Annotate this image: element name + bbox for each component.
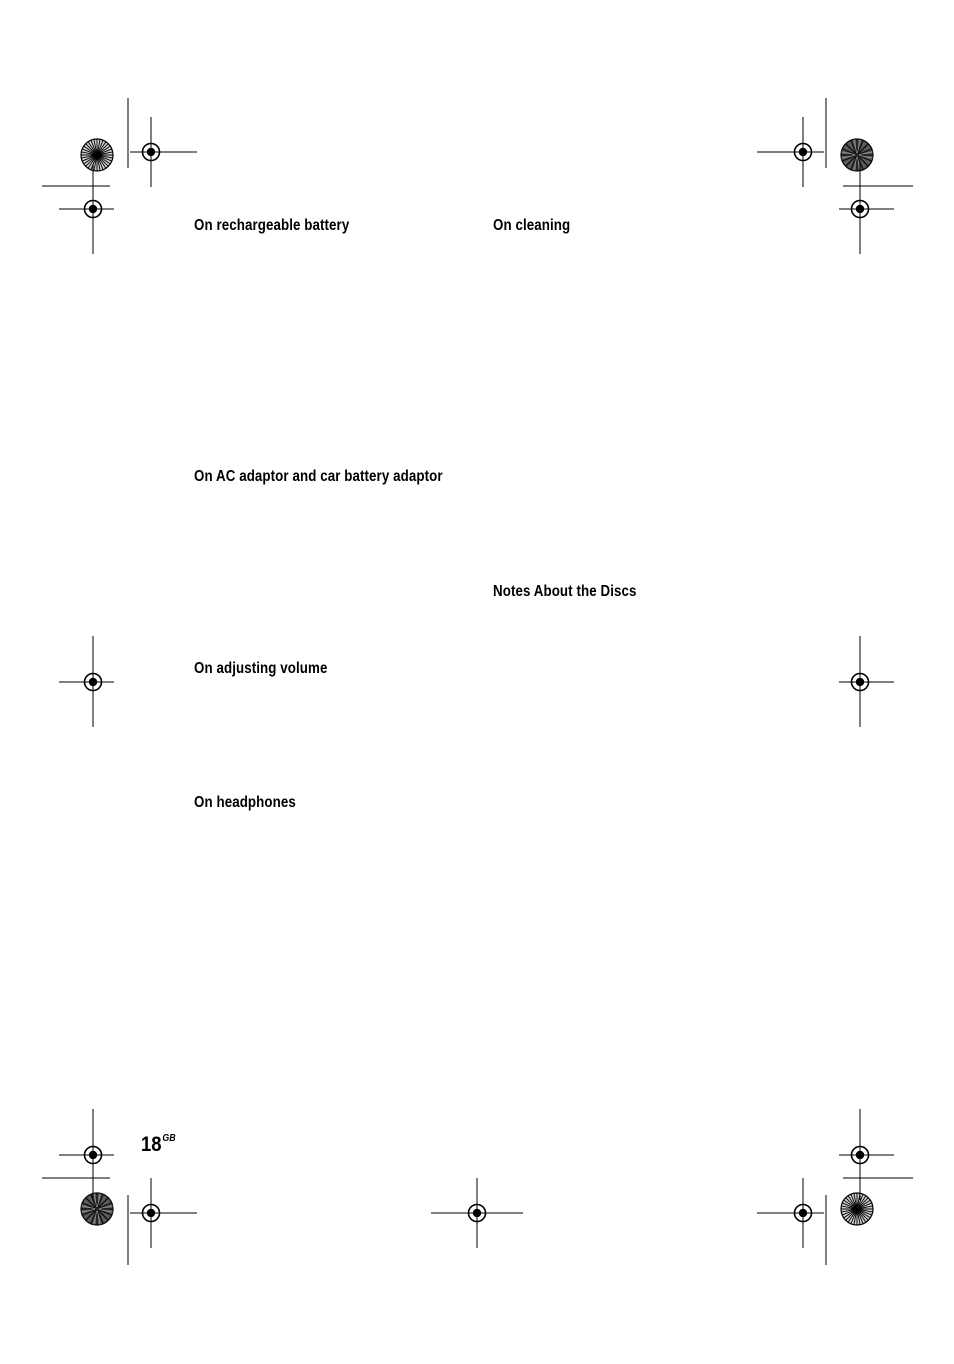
page-number-value: 18	[141, 1133, 162, 1156]
heading-ac-adaptor: On AC adaptor and car battery adaptor	[194, 468, 443, 485]
heading-rechargeable-battery: On rechargeable battery	[194, 217, 350, 234]
heading-notes-discs: Notes About the Discs	[493, 583, 637, 600]
heading-adjusting-volume: On adjusting volume	[194, 660, 328, 677]
page-number-suffix: GB	[162, 1133, 176, 1144]
heading-headphones: On headphones	[194, 794, 296, 811]
heading-cleaning: On cleaning	[493, 217, 571, 234]
